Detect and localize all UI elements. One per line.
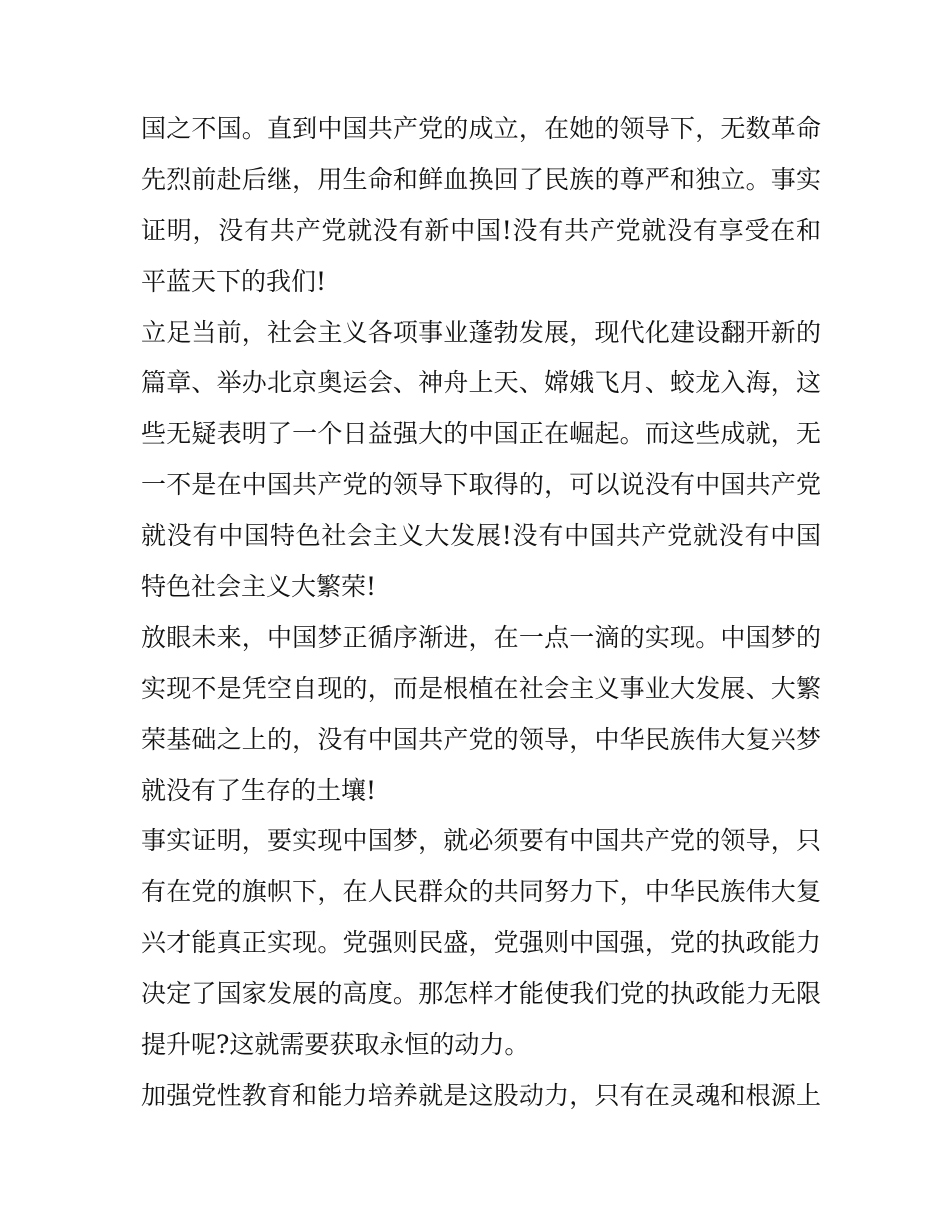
paragraph-4 [141,816,821,1070]
text-line: 加强党性教育和能力培养就是这股动力，只有在灵魂和根源上 [141,1080,821,1110]
paragraph-2 [141,308,821,613]
text-line: 实现不是凭空自现的，而是根植在社会主义事业大发展、大繁 [141,673,821,703]
paragraph-5 [141,1071,821,1122]
text-line: 就没有了生存的土壤! [141,775,377,805]
text-line: 兴才能真正实现。党强则民盛，党强则中国强，党的执政能力 [141,928,821,958]
text-line: 国之不国。直到中国共产党的成立，在她的领导下，无数革命 [141,114,821,143]
text-line: 荣基础之上的，没有中国共产党的领导，中华民族伟大复兴梦 [141,724,821,754]
text-line: 提升呢?这就需要获取永恒的动力。 [141,1030,530,1060]
text-line: 放眼未来，中国梦正循序渐进，在一点一滴的实现。中国梦的 [141,622,821,652]
text-line: 就没有中国特色社会主义大发展!没有中国共产党就没有中国 [141,521,821,551]
text-line: 有在党的旗帜下，在人民群众的共同努力下，中华民族伟大复 [141,877,821,907]
text-line: 一不是在中国共产党的领导下取得的，可以说没有中国共产党 [141,470,821,500]
document-body [141,104,821,1122]
text-line: 证明，没有共产党就没有新中国!没有共产党就没有享受在和 [141,215,821,245]
text-line: 些无疑表明了一个日益强大的中国正在崛起。而这些成就，无 [141,419,821,449]
text-line: 先烈前赴后继，用生命和鲜血换回了民族的尊严和独立。事实 [141,164,821,194]
text-line: 事实证明，要实现中国梦，就必须要有中国共产党的领导，只 [141,826,821,856]
paragraph-3 [141,613,821,817]
text-line: 立足当前，社会主义各项事业蓬勃发展，现代化建设翻开新的 [141,317,821,347]
text-line: 决定了国家发展的高度。那怎样才能使我们党的执政能力无限 [141,979,821,1009]
paragraph-1 [141,104,821,308]
text-line: 篇章、举办北京奥运会、神舟上天、嫦娥飞月、蛟龙入海，这 [141,368,821,398]
text-line: 特色社会主义大繁荣! [141,572,377,602]
text-line: 平蓝天下的我们! [141,266,327,296]
